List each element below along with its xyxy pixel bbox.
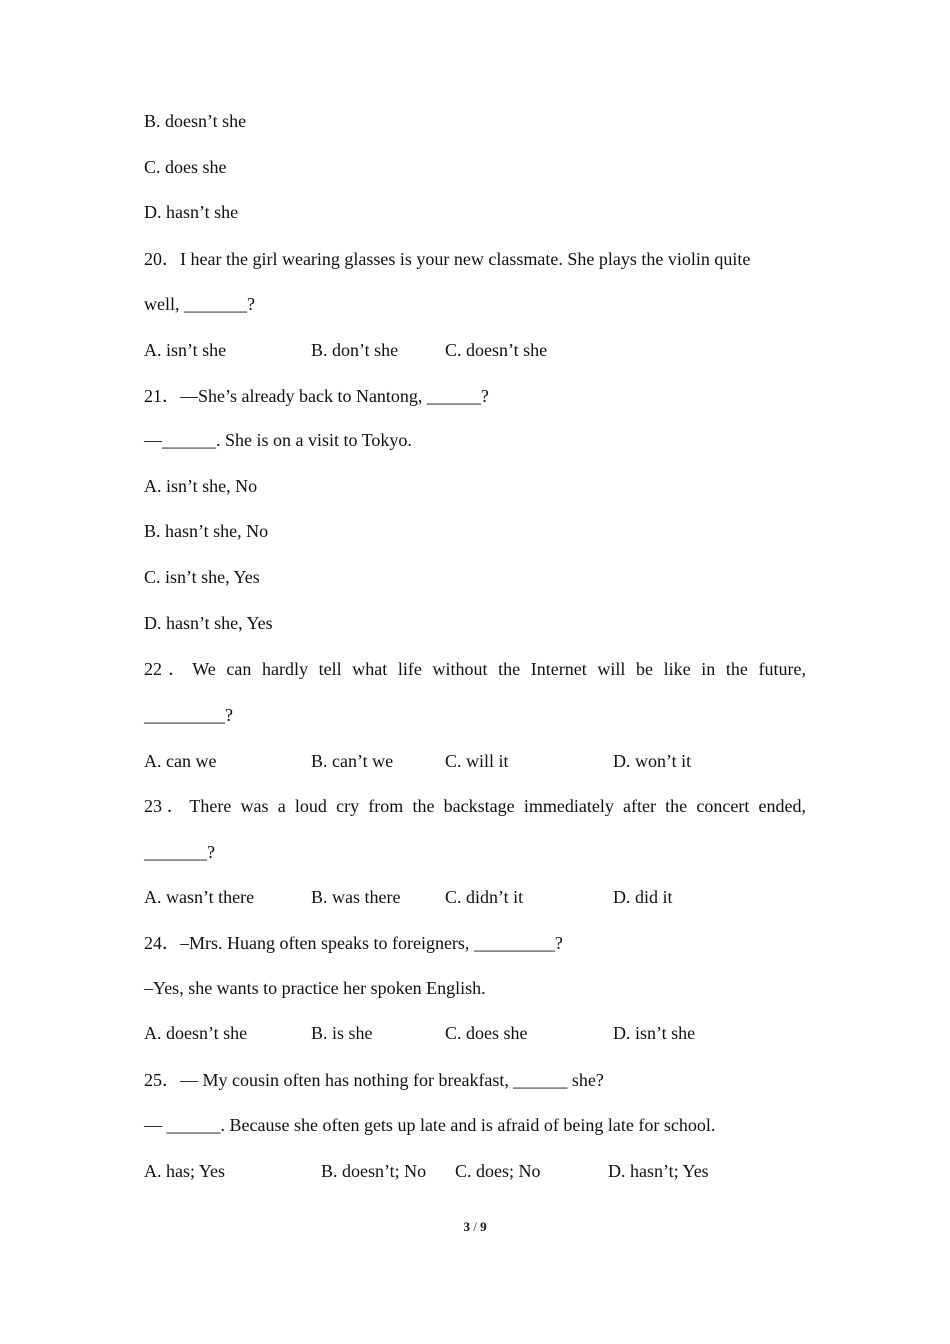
q19-option-b: B. doesn’t she xyxy=(144,111,247,131)
q24-option-b: B. is she xyxy=(311,1023,373,1043)
q20-option-a: A. isn’t she xyxy=(144,340,227,360)
page-number xyxy=(0,1219,950,1235)
q25-option-c: C. does; No xyxy=(455,1161,541,1181)
q24-option-d: D. isn’t she xyxy=(613,1023,696,1043)
q21-option-a: A. isn’t she, No xyxy=(144,476,258,496)
q24-stem-line1: 24．–Mrs. Huang often speaks to foreigners, _________? xyxy=(144,933,563,953)
q23-option-d: D. did it xyxy=(613,887,673,907)
q22-option-c: C. will it xyxy=(445,751,509,771)
q25-option-d: D. hasn’t; Yes xyxy=(608,1161,709,1181)
q21-option-b: B. hasn’t she, No xyxy=(144,521,269,541)
q19-option-c: C. does she xyxy=(144,157,227,177)
q25-stem-line2: — ______. Because she often gets up late and is afraid of being late for school. xyxy=(144,1115,716,1135)
q21-stem-line2: —______. She is on a visit to Tokyo. xyxy=(144,430,412,450)
q20-option-b: B. don’t she xyxy=(311,340,399,360)
q23-stem-line1: 23．There was a loud cry from the backstage immediately after the concert ended, xyxy=(144,796,806,816)
q20-stem-line1: 20．I hear the girl wearing glasses is your new classmate. She plays the violin quite xyxy=(144,249,751,269)
q23-stem-line2: _______? xyxy=(144,842,215,862)
q25-option-b: B. doesn’t; No xyxy=(321,1161,427,1181)
q25-stem-line1: 25．— My cousin often has nothing for breakfast, ______ she? xyxy=(144,1070,604,1090)
q24-stem-line2: –Yes, she wants to practice her spoken English. xyxy=(144,978,486,998)
q22-stem-line2: _________? xyxy=(144,705,233,725)
q23-option-a: A. wasn’t there xyxy=(144,887,255,907)
total-pages-number: 9 xyxy=(480,1219,487,1234)
q23-option-c: C. didn’t it xyxy=(445,887,524,907)
q22-option-a: A. can we xyxy=(144,751,217,771)
q22-option-b: B. can’t we xyxy=(311,751,394,771)
q23-option-b: B. was there xyxy=(311,887,401,907)
current-page-number: 3 xyxy=(463,1219,470,1234)
q24-option-c: C. does she xyxy=(445,1023,528,1043)
q21-stem-line1: 21．—She’s already back to Nantong, ______? xyxy=(144,386,489,406)
q20-stem-line2: well, _______? xyxy=(144,294,255,314)
q20-option-c: C. doesn’t she xyxy=(445,340,548,360)
q21-option-d: D. hasn’t she, Yes xyxy=(144,613,273,633)
q21-option-c: C. isn’t she, Yes xyxy=(144,567,260,587)
q24-option-a: A. doesn’t she xyxy=(144,1023,248,1043)
q19-option-d: D. hasn’t she xyxy=(144,202,239,222)
q22-stem-line1: 22．We can hardly tell what life without the Internet will be like in the future, xyxy=(144,659,806,679)
q22-option-d: D. won’t it xyxy=(613,751,692,771)
q25-option-a: A. has; Yes xyxy=(144,1161,226,1181)
page-separator: / xyxy=(473,1219,477,1234)
